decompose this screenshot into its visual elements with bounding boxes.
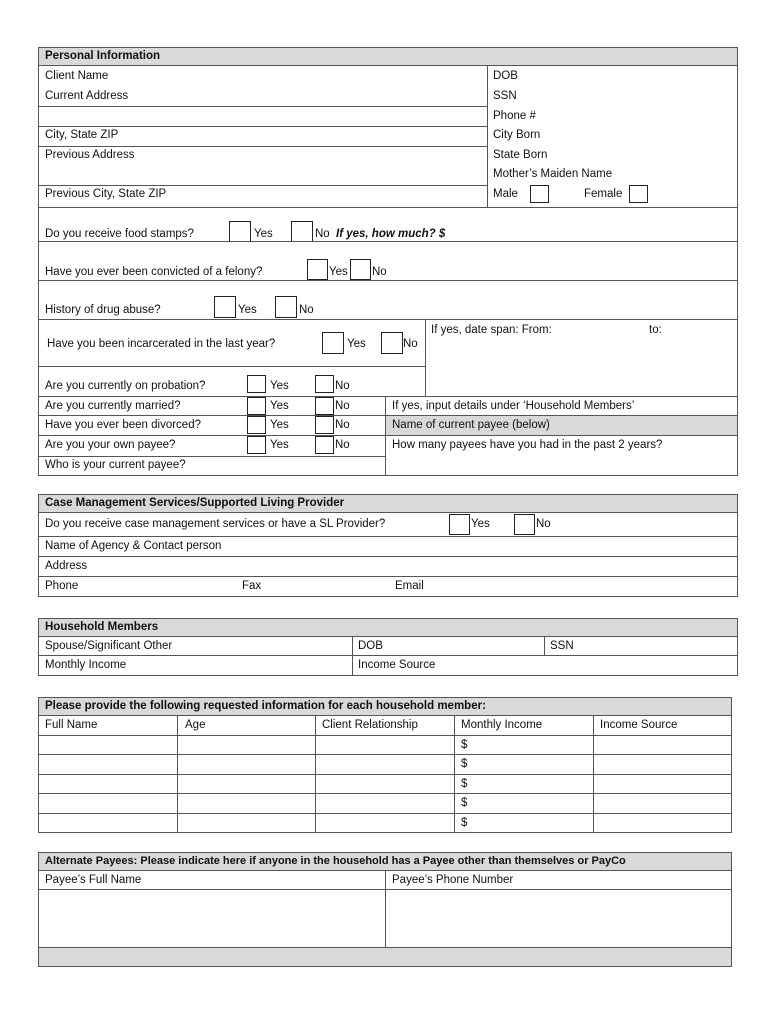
incarcerated-no-label: No [403, 338, 418, 350]
agency-phone-field[interactable]: Phone [45, 580, 79, 592]
case-management-yes-checkbox[interactable] [449, 514, 470, 535]
divider [38, 576, 738, 577]
agency-fax-field[interactable]: Fax [242, 580, 262, 592]
food-stamps-followup[interactable]: If yes, how much? $ [336, 228, 446, 240]
food-stamps-question: Do you receive food stamps? [45, 228, 194, 240]
spouse-field[interactable]: Spouse/Significant Other [45, 640, 173, 652]
probation-no-label: No [335, 380, 350, 392]
divider [38, 774, 732, 775]
felony-yes-checkbox[interactable] [307, 259, 328, 280]
own-payee-question: Are you your own payee? [45, 439, 176, 451]
date-span-from-field[interactable]: If yes, date span: From: [431, 324, 552, 336]
divorced-yes-label: Yes [270, 419, 289, 431]
female-checkbox[interactable] [629, 185, 648, 203]
drug-abuse-question: History of drug abuse? [45, 304, 161, 316]
divider [593, 715, 594, 833]
felony-no-label: No [372, 266, 387, 278]
felony-yes-label: Yes [329, 266, 348, 278]
column-header: Age [185, 719, 206, 731]
food-stamps-no-checkbox[interactable] [291, 221, 313, 242]
divorced-yes-checkbox[interactable] [247, 416, 266, 434]
probation-yes-checkbox[interactable] [247, 375, 266, 393]
female-label: Female [584, 188, 623, 200]
divider [38, 106, 487, 107]
dollar-cell[interactable]: $ [461, 758, 468, 770]
case-management-question: Do you receive case management services or have a SL Provider? [45, 518, 386, 530]
members-header: Please provide the following requested information for each household member: [38, 697, 732, 716]
city-state-zip-field[interactable]: City, State ZIP [45, 129, 119, 141]
divider [315, 715, 316, 833]
incarcerated-yes-checkbox[interactable] [322, 332, 344, 354]
divider [352, 636, 353, 676]
column-header: Client Relationship [322, 719, 418, 731]
drug-abuse-yes-label: Yes [238, 304, 257, 316]
own-payee-yes-checkbox[interactable] [247, 436, 266, 454]
divorced-question: Have you ever been divorced? [45, 419, 201, 431]
probation-yes-label: Yes [270, 380, 289, 392]
payee-phone-field[interactable]: Payee’s Phone Number [392, 874, 514, 886]
divider [385, 396, 386, 476]
probation-question: Are you currently on probation? [45, 380, 206, 392]
current-payee-name-field[interactable]: Name of current payee (below) [392, 419, 550, 431]
drug-abuse-yes-checkbox[interactable] [214, 296, 236, 318]
spouse-income-source-field[interactable]: Income Source [358, 659, 436, 671]
incarcerated-yes-label: Yes [347, 338, 366, 350]
city-born-field[interactable]: City Born [493, 129, 541, 141]
married-yes-label: Yes [270, 400, 289, 412]
column-header: Full Name [45, 719, 98, 731]
divider [38, 754, 732, 755]
divider [544, 636, 545, 656]
payees-count-field[interactable]: How many payees have you had in the past 2 years? [392, 439, 663, 451]
current-payee-field[interactable]: Who is your current payee? [45, 459, 186, 471]
spouse-dob-field[interactable]: DOB [358, 640, 383, 652]
case-management-yes-label: Yes [471, 518, 490, 530]
divider [38, 146, 487, 147]
alternate-payees-header: Alternate Payees: Please indicate here if anyone in the household has a Payee other than themselves or PayCo [38, 852, 732, 871]
dob-field[interactable]: DOB [493, 70, 518, 82]
case-management-no-checkbox[interactable] [514, 514, 535, 535]
dollar-cell[interactable]: $ [461, 797, 468, 809]
divider [487, 65, 488, 208]
dollar-cell[interactable]: $ [461, 778, 468, 790]
column-header: Monthly Income [461, 719, 543, 731]
divider [454, 715, 455, 833]
own-payee-yes-label: Yes [270, 439, 289, 451]
agency-address-field[interactable]: Address [45, 560, 88, 572]
agency-contact-field[interactable]: Name of Agency & Contact person [45, 540, 222, 552]
drug-abuse-no-label: No [299, 304, 314, 316]
married-question: Are you currently married? [45, 400, 181, 412]
male-checkbox[interactable] [530, 185, 549, 203]
client-name-field[interactable]: Client Name [45, 70, 109, 82]
food-stamps-yes-checkbox[interactable] [229, 221, 251, 242]
dollar-cell[interactable]: $ [461, 739, 468, 751]
divider [38, 126, 487, 127]
divider [38, 556, 738, 557]
case-management-no-label: No [536, 518, 551, 530]
divider [425, 319, 426, 397]
previous-city-field[interactable]: Previous City, State ZIP [45, 188, 167, 200]
drug-abuse-no-checkbox[interactable] [275, 296, 297, 318]
personal-info-header: Personal Information [38, 47, 738, 66]
divorced-no-label: No [335, 419, 350, 431]
felony-no-checkbox[interactable] [350, 259, 371, 280]
felony-question: Have you ever been convicted of a felony? [45, 266, 263, 278]
current-address-field[interactable]: Current Address [45, 90, 129, 102]
food-stamps-yes-label: Yes [254, 228, 273, 240]
incarcerated-no-checkbox[interactable] [381, 332, 403, 354]
divider [38, 813, 732, 814]
divider [38, 456, 386, 457]
own-payee-no-checkbox[interactable] [315, 436, 334, 454]
footer-bar [39, 948, 731, 966]
divider [38, 366, 426, 367]
phone-field[interactable]: Phone # [493, 110, 536, 122]
household-header: Household Members [38, 618, 738, 637]
divider [177, 715, 178, 833]
male-label: Male [493, 188, 518, 200]
dollar-cell[interactable]: $ [461, 817, 468, 829]
own-payee-no-label: No [335, 439, 350, 451]
divider [38, 435, 738, 436]
probation-no-checkbox[interactable] [315, 375, 334, 393]
divider [38, 536, 738, 537]
state-born-field[interactable]: State Born [493, 149, 548, 161]
divider [385, 870, 386, 948]
divider [38, 185, 487, 186]
divorced-no-checkbox[interactable] [315, 416, 334, 434]
divider [38, 735, 732, 736]
divider [38, 655, 738, 656]
incarcerated-question: Have you been incarcerated in the last year? [47, 338, 276, 350]
married-no-label: No [335, 400, 350, 412]
spouse-ssn-field[interactable]: SSN [550, 640, 574, 652]
divider [38, 793, 732, 794]
payee-full-name-field[interactable]: Payee’s Full Name [45, 874, 142, 886]
married-yes-checkbox[interactable] [247, 397, 266, 415]
spouse-monthly-income-field[interactable]: Monthly Income [45, 659, 127, 671]
column-header: Income Source [600, 719, 678, 731]
ssn-field[interactable]: SSN [493, 90, 517, 102]
case-management-header: Case Management Services/Supported Living Provider [38, 494, 738, 513]
mothers-maiden-name-field[interactable]: Mother’s Maiden Name [493, 168, 613, 180]
married-note: If yes, input details under ‘Household Members’ [392, 400, 635, 412]
previous-address-field[interactable]: Previous Address [45, 149, 135, 161]
married-no-checkbox[interactable] [315, 397, 334, 415]
agency-email-field[interactable]: Email [395, 580, 424, 592]
food-stamps-no-label: No [315, 228, 330, 240]
date-span-to-field[interactable]: to: [649, 324, 662, 336]
